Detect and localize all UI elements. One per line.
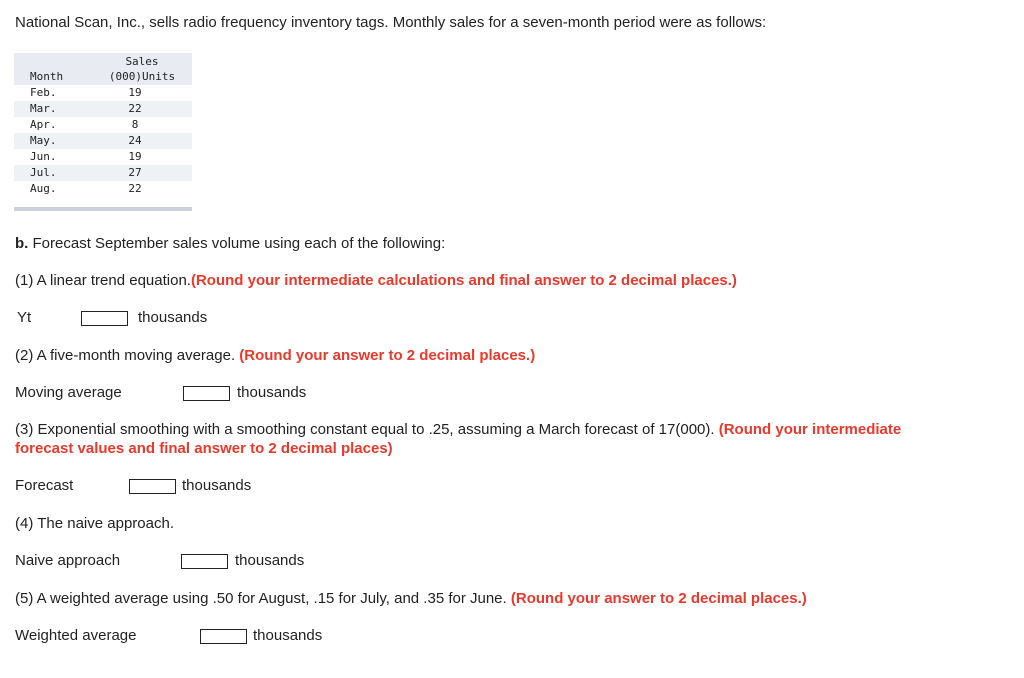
q3-text: (3) Exponential smoothing with a smoothing constant equal to .25, assuming a March forecast of 17(000). [15, 421, 719, 438]
table-row [14, 181, 192, 197]
q3-field-label: Forecast [15, 477, 74, 494]
q4-prompt: (4) The naive approach. [15, 515, 174, 532]
q3-rounding-note-line2: forecast values and final answer to 2 decimal places) [15, 440, 393, 457]
q5-prompt [15, 590, 807, 607]
row-month: Jul. [30, 166, 57, 179]
q4-field-label: Naive approach [15, 552, 121, 569]
row-value: 22 [128, 102, 142, 115]
table-row [14, 117, 192, 133]
sales-table [14, 53, 192, 211]
table-header [14, 53, 192, 85]
q2-answer-input[interactable] [183, 386, 230, 401]
q4-answer-input[interactable] [181, 554, 228, 569]
q2-prompt [15, 347, 535, 364]
row-month: Jun. [30, 150, 57, 163]
part-b-label: b. [15, 235, 29, 252]
header-month: Month [30, 70, 64, 83]
q1-answer-input[interactable] [81, 311, 128, 326]
q1-unit: thousands [138, 309, 208, 326]
row-value: 24 [128, 134, 142, 147]
header-sales [94, 54, 190, 84]
row-month: Feb. [30, 86, 57, 99]
row-value: 19 [128, 150, 142, 163]
q2-field-label: Moving average [15, 384, 122, 401]
q4-unit: thousands [235, 552, 305, 569]
q1-field-label: Yt [17, 309, 32, 326]
q2-text: (2) A five-month moving average. [15, 347, 240, 364]
table-row [14, 165, 192, 181]
row-value: 22 [128, 182, 142, 195]
table-row [14, 133, 192, 149]
table-row [14, 149, 192, 165]
q2-rounding-note: (Round your answer to 2 decimal places.) [239, 347, 536, 364]
header-sales-line2: (000)Units [108, 70, 176, 83]
table-row [14, 85, 192, 101]
row-month: Apr. [30, 118, 57, 131]
q3-unit: thousands [182, 477, 252, 494]
q3-rounding-note-line1: (Round your intermediate [718, 421, 902, 438]
row-value: 27 [128, 166, 142, 179]
q5-answer-input[interactable] [200, 629, 247, 644]
row-value: 19 [128, 86, 142, 99]
intro-text: National Scan, Inc., sells radio frequency inventory tags. Monthly sales for a seven-month period were as follows: [15, 14, 767, 31]
q1-text: (1) A linear trend equation. [15, 272, 191, 289]
q5-field-label: Weighted average [15, 627, 137, 644]
part-b-text: Forecast September sales volume using each of the following: [28, 235, 446, 252]
q1-prompt [15, 272, 737, 289]
q5-rounding-note: (Round your answer to 2 decimal places.) [510, 590, 807, 607]
q3-answer-input[interactable] [129, 479, 176, 494]
table-footer-bar [14, 207, 192, 211]
row-month: Mar. [30, 102, 57, 115]
q3-prompt [15, 421, 901, 438]
row-value: 8 [131, 118, 139, 131]
row-month: Aug. [30, 182, 57, 195]
q1-rounding-note: (Round your intermediate calculations and final answer to 2 decimal places.) [190, 272, 737, 289]
row-month: May. [30, 134, 57, 147]
q2-unit: thousands [237, 384, 307, 401]
header-sales-line1: Sales [125, 55, 159, 68]
q5-unit: thousands [253, 627, 323, 644]
part-b-instruction [15, 235, 445, 252]
q5-text: (5) A weighted average using .50 for August, .15 for July, and .35 for June. [15, 590, 511, 607]
table-row [14, 101, 192, 117]
